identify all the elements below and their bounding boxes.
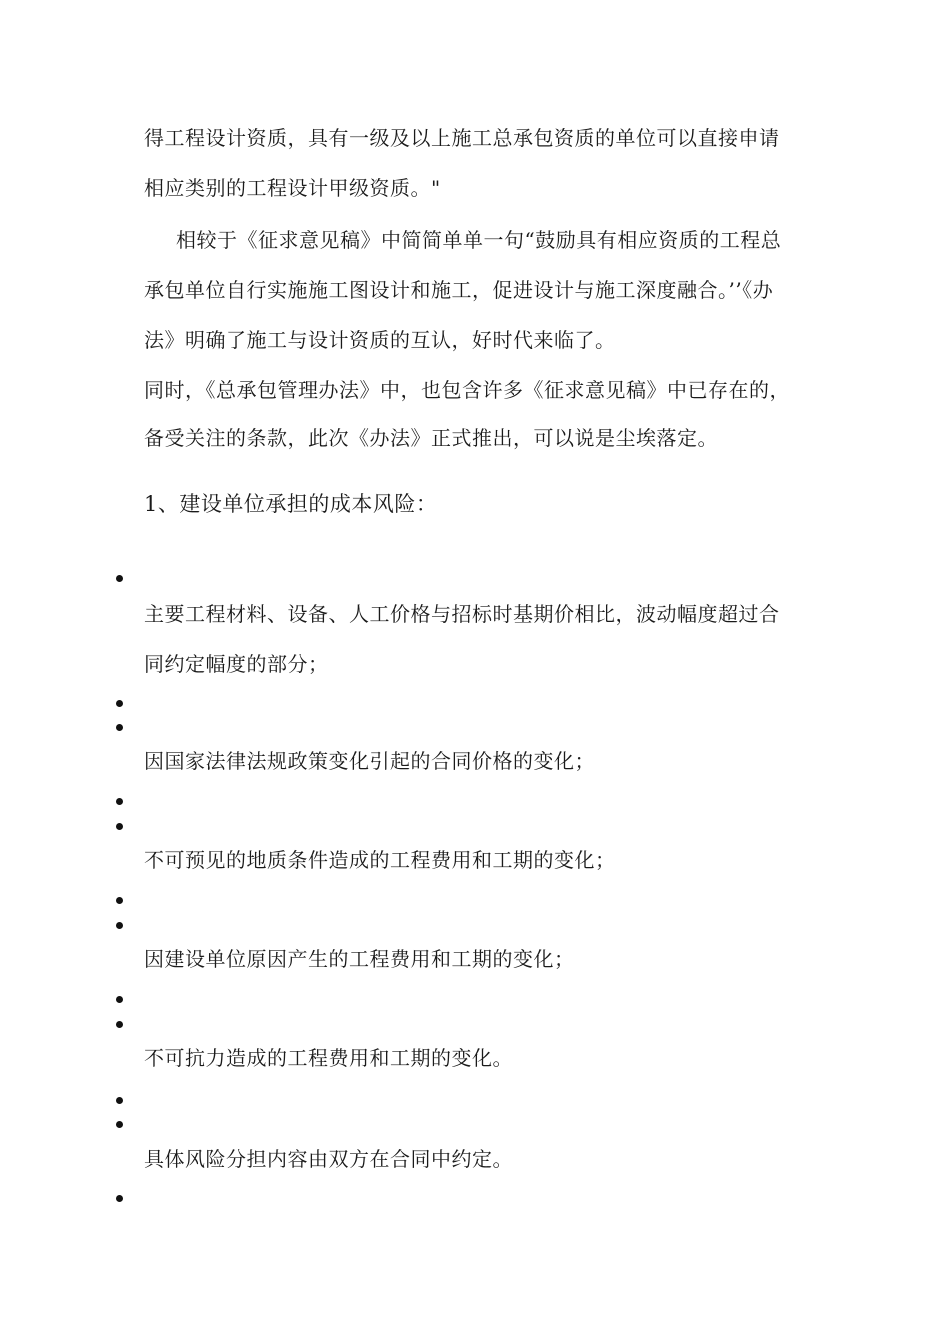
list-item-text: 具体风险分担内容由双方在合同中约定。 [144,1147,513,1171]
paragraph-line: 同时，《总承包管理办法》中，也包含许多《征求意见稿》中已存在的， [144,378,790,402]
list-bullet [116,1195,123,1202]
list-bullet [116,700,123,707]
list-item-text: 不可抗力造成的工程费用和工期的变化。 [144,1046,513,1070]
list-bullet [116,996,123,1003]
list-bullet [116,1097,123,1104]
list-bullet [116,897,123,904]
list-item-text: 不可预见的地质条件造成的工程费用和工期的变化； [144,848,616,872]
list-bullet [116,798,123,805]
list-item-text: 因国家法律法规政策变化引起的合同价格的变化； [144,749,595,773]
list-item-text: 因建设单位原因产生的工程费用和工期的变化； [144,947,575,971]
list-bullet [116,922,123,929]
list-bullet [116,724,123,731]
paragraph-line: 法》明确了施工与设计资质的互认，好时代来临了。 [144,328,616,352]
list-bullet [116,1121,123,1128]
paragraph-line: 得工程设计资质，具有一级及以上施工总承包资质的单位可以直接申请 [144,126,780,150]
paragraph-line: 承包单位自行实施施工图设计和施工，促进设计与施工深度融合。’’《办 [144,278,774,302]
paragraph-line: 相较于《征求意见稿》中简简单单一句“鼓励具有相应资质的工程总 [176,228,782,252]
section-heading: 1、建设单位承担的成本风险： [144,492,438,516]
paragraph-line: 相应类别的工程设计甲级资质。" [144,176,441,200]
list-item-text: 主要工程材料、设备、人工价格与招标时基期价相比，波动幅度超过合 [144,602,780,626]
paragraph-line: 备受关注的条款，此次《办法》正式推出，可以说是尘埃落定。 [144,426,718,450]
list-bullet [116,1021,123,1028]
list-bullet [116,575,123,582]
list-item-text: 同约定幅度的部分； [144,652,329,676]
list-bullet [116,823,123,830]
